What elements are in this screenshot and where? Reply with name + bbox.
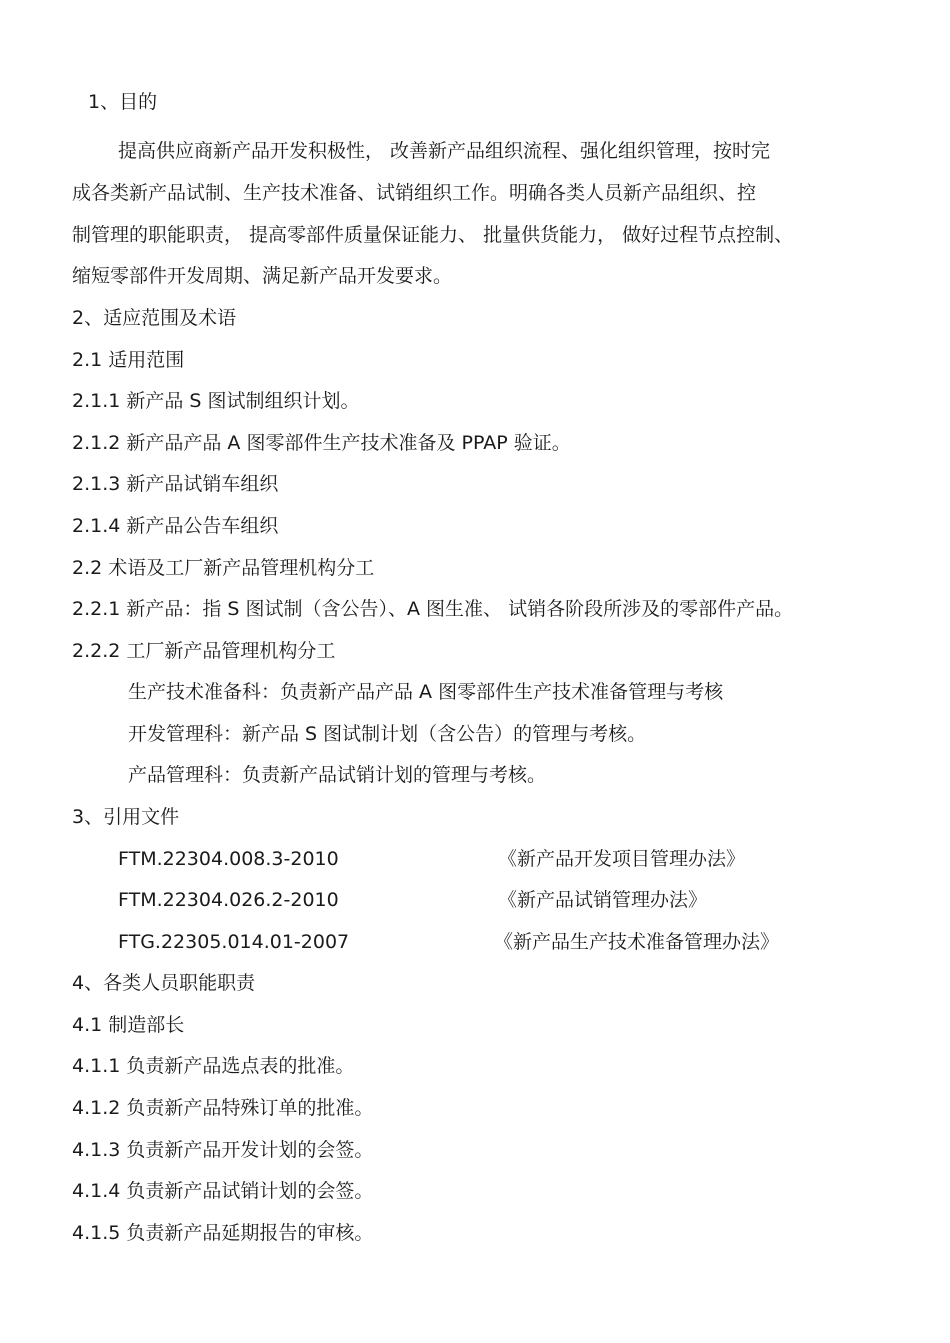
- section-4-1-heading: 4.1 制造部长: [72, 1014, 185, 1036]
- section-4-1-5: 4.1.5 负责新产品延期报告的审核。: [72, 1222, 374, 1244]
- section-1-paragraph-line-4: 缩短零部件开发周期、满足新产品开发要求。: [72, 265, 453, 287]
- section-2-2-2-item-2: 开发管理科：新产品 S 图试制计划（含公告）的管理与考核。: [128, 723, 647, 745]
- section-1-paragraph-line-3: 制管理的职能职责， 提高零部件质量保证能力、 批量供货能力， 做好过程节点控制、: [72, 224, 794, 246]
- section-2-1-4: 2.1.4 新产品公告车组织: [72, 515, 279, 537]
- section-2-2-2: 2.2.2 工厂新产品管理机构分工: [72, 640, 336, 662]
- section-2-1-heading: 2.1 适用范围: [72, 349, 185, 371]
- section-4-1-3: 4.1.3 负责新产品开发计划的会签。: [72, 1139, 374, 1161]
- section-2-1-2: 2.1.2 新产品产品 A 图零部件生产技术准备及 PPAP 验证。: [72, 432, 571, 454]
- section-2-1-3: 2.1.3 新产品试销车组织: [72, 473, 279, 495]
- section-2-2-2-item-1: 生产技术准备科：负责新产品产品 A 图零部件生产技术准备管理与考核: [128, 681, 724, 703]
- section-1-heading: 1、目的: [88, 91, 158, 113]
- reference-code-2: FTM.22304.026.2-2010: [118, 889, 339, 911]
- section-2-2-2-item-3: 产品管理科：负责新产品试销计划的管理与考核。: [128, 764, 547, 786]
- section-4-1-1: 4.1.1 负责新产品选点表的批准。: [72, 1055, 355, 1077]
- reference-code-3: FTG.22305.014.01-2007: [118, 931, 350, 953]
- section-3-heading: 3、引用文件: [72, 806, 180, 828]
- section-2-1-1: 2.1.1 新产品 S 图试制组织计划。: [72, 390, 360, 412]
- reference-code-1: FTM.22304.008.3-2010: [118, 848, 339, 870]
- section-1-paragraph-line-2: 成各类新产品试制、生产技术准备、试销组织工作。明确各类人员新产品组织、控: [72, 182, 757, 204]
- section-1-paragraph-line-1: 提高供应商新产品开发积极性， 改善新产品组织流程、强化组织管理，按时完: [118, 140, 771, 162]
- reference-name-1: 《新产品开发项目管理办法》: [498, 848, 746, 870]
- section-4-1-2: 4.1.2 负责新产品特殊订单的批准。: [72, 1097, 374, 1119]
- section-2-heading: 2、适应范围及术语: [72, 307, 237, 329]
- section-4-heading: 4、各类人员职能职责: [72, 972, 256, 994]
- section-2-2-1: 2.2.1 新产品：指 S 图试制（含公告）、A 图生准、 试销各阶段所涉及的零部件产品。: [72, 598, 794, 620]
- reference-name-2: 《新产品试销管理办法》: [498, 889, 708, 911]
- reference-name-3: 《新产品生产技术准备管理办法》: [494, 931, 780, 953]
- section-4-1-4: 4.1.4 负责新产品试销计划的会签。: [72, 1180, 374, 1202]
- section-2-2-heading: 2.2 术语及工厂新产品管理机构分工: [72, 557, 375, 579]
